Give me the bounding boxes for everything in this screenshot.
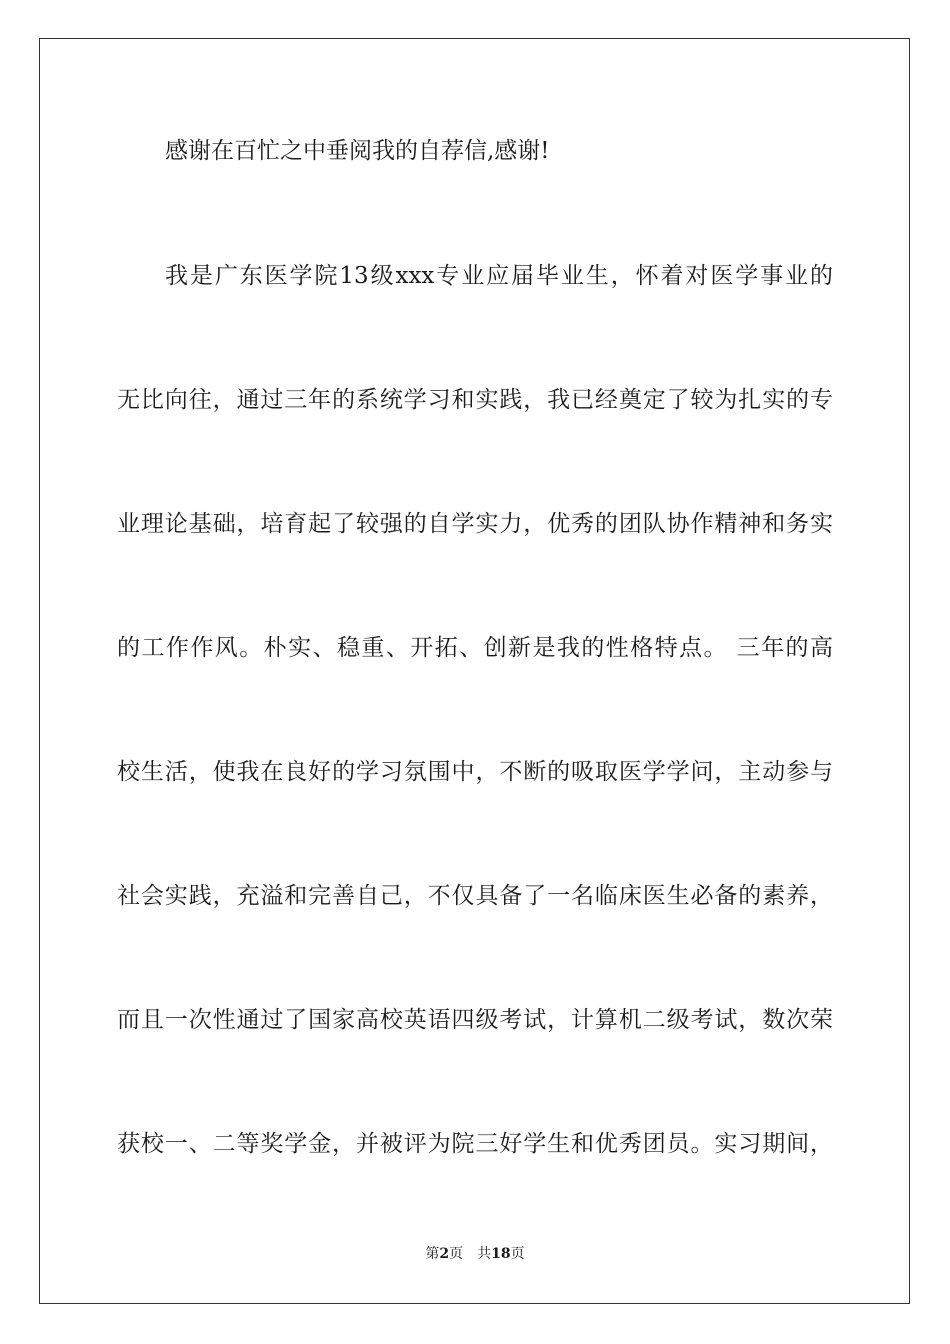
text-line: 我是广东医学院13级xxx专业应届毕业生，怀着对医学事业的: [165, 263, 833, 289]
text-line: 无比向往，通过三年的系统学习和实践，我已经奠定了较为扎实的专: [117, 387, 833, 413]
text-line: 校生活，使我在良好的学习氛围中，不断的吸取医学学问，主动参与: [117, 759, 833, 785]
page-label-suffix: 页: [449, 1246, 464, 1262]
current-page-number: 2: [439, 1246, 450, 1262]
page-footer: [0, 1245, 950, 1263]
text-line: 获校一、二等奖学金，并被评为院三好学生和优秀团员。实习期间，: [117, 1131, 833, 1157]
text-line: 感谢在百忙之中垂阅我的自荐信,感谢!: [165, 138, 550, 164]
total-label-prefix: 共: [477, 1246, 492, 1262]
text-line: 的工作作风。朴实、稳重、开拓、创新是我的性格特点。 三年的高: [117, 635, 833, 661]
text-line: 而且一次性通过了国家高校英语四级考试，计算机二级考试，数次荣: [117, 1007, 833, 1033]
text-line: 业理论基础，培育起了较强的自学实力，优秀的团队协作精神和务实: [117, 511, 833, 537]
total-label-suffix: 页: [510, 1246, 525, 1262]
total-pages-number: 18: [491, 1246, 511, 1262]
text-line: 社会实践，充溢和完善自己，不仅具备了一名临床医生必备的素养，: [117, 883, 833, 909]
page-border: [39, 38, 910, 1304]
page-label-prefix: 第: [425, 1246, 440, 1262]
